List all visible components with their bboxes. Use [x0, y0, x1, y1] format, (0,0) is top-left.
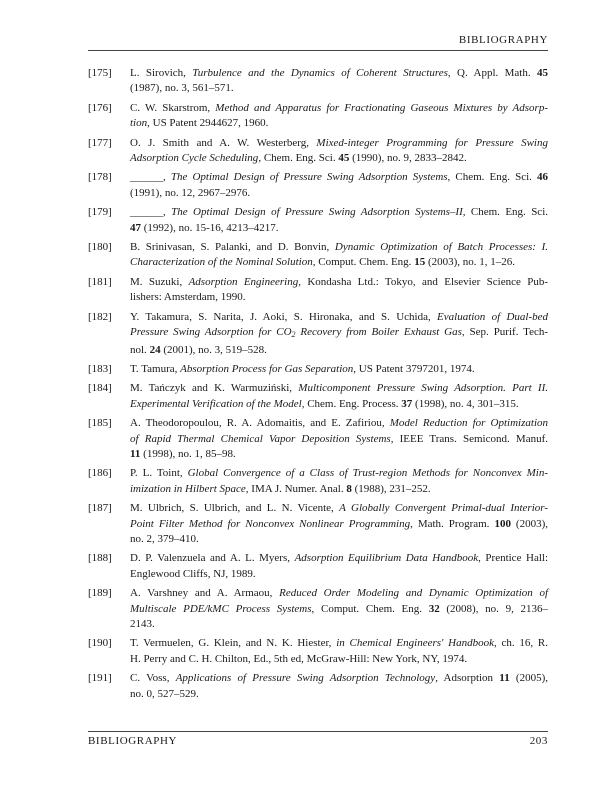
entry-number: [184]	[88, 382, 112, 395]
entry-title-text: Applications of Pressure Swing Adsorption Technology	[175, 672, 436, 685]
entry-line	[130, 151, 548, 166]
entry-title-text: Experimental Verification of the Model	[130, 397, 302, 410]
entry-text: O. J. Smith and A. W. Westerberg,	[130, 136, 317, 149]
entry-text: , ch. 16, R.	[493, 637, 548, 650]
entry-text: M. Suzuki,	[130, 275, 189, 288]
entry-text: C. W. Skarstrom,	[130, 101, 216, 114]
entry-text: , Adsorption	[435, 672, 500, 685]
entry-text: ______,	[130, 206, 172, 219]
entry-text: A. Varshney and A. Armaou,	[130, 587, 280, 600]
entry-text: , Kondasha Ltd.: Tokyo, and Elsevier Science Pub-	[298, 275, 548, 288]
entry-text: ______,	[130, 171, 171, 184]
entry-line	[130, 66, 548, 81]
entry-text: L. Sirovich,	[130, 67, 193, 79]
entry-line	[130, 447, 548, 462]
entry-number: [189]	[88, 587, 112, 600]
entry-text: no. 0, 527–529.	[130, 687, 199, 700]
entry-text: Y. Takamura, S. Narita, J. Aoki, S. Hironaka, and S. Uchida,	[130, 310, 438, 323]
entry-text: (2008), no. 9, 2136–	[439, 602, 549, 615]
entry-text: , Chem. Eng. Sci.	[462, 206, 548, 219]
entry-number: [191]	[88, 672, 112, 685]
entry-line	[130, 240, 548, 255]
entry-text: , IEEE Trans. Semicond. Manuf.	[390, 432, 548, 445]
bibliography-entry	[88, 101, 548, 132]
entry-text: (1992), no. 15-16, 4213–4217.	[141, 221, 279, 234]
entry-number: [187]	[88, 502, 112, 515]
entry-line	[130, 652, 548, 667]
page-footer	[88, 735, 548, 747]
entry-text: M. Tańczyk and K. Warmuziński,	[130, 382, 299, 395]
volume-number: 11	[130, 447, 141, 460]
entry-number: [182]	[88, 310, 112, 323]
bibliography-entry	[88, 381, 548, 412]
entry-title-text: Absorption Process for Gas Separation	[180, 362, 354, 375]
entry-text: (1988), 231–252.	[351, 482, 431, 495]
entry-text: C. Voss,	[130, 672, 176, 685]
footer-rule	[88, 731, 548, 732]
entry-title-text: Adsorption Engineering	[188, 275, 299, 288]
entry-text: D. P. Valenzuela and A. L. Myers,	[130, 552, 295, 565]
volume-number: 15	[414, 256, 426, 269]
entry-line	[130, 567, 548, 582]
entry-title-text: Adsorption Equilibrium Data Handbook	[294, 552, 479, 565]
entry-title-text: The Optimal Design of Pressure Swing Adsorption Systems	[170, 171, 448, 184]
entry-line	[130, 325, 548, 342]
entry-title-text: Adsorption Cycle Scheduling	[130, 152, 259, 165]
entry-line	[130, 532, 548, 547]
entry-line	[130, 617, 548, 632]
entry-text: 2143.	[130, 618, 155, 630]
entry-text: Englewood Cliffs, NJ, 1989.	[130, 567, 256, 580]
volume-number: 24	[149, 343, 161, 356]
entry-line	[130, 170, 548, 185]
entry-text: , Chem. Eng. Process.	[301, 397, 402, 410]
entry-title-text: Recovery from Boiler Exhaust Gas	[295, 326, 462, 339]
entry-text: , Comput. Chem. Eng.	[311, 602, 429, 615]
entry-text: (2003), no. 1, 1–26.	[425, 256, 516, 269]
bibliography-entry	[88, 310, 548, 358]
entry-title-text: of Rapid Thermal Chemical Vapor Deposition Systems	[130, 432, 391, 445]
entry-title-text: Evaluation of Dual-bed	[437, 310, 549, 323]
entry-number: [181]	[88, 275, 112, 288]
header-rule	[88, 50, 548, 51]
bibliography-list	[88, 66, 548, 706]
entry-title-text: imization in Hilbert Space	[130, 482, 246, 495]
entry-number: [190]	[88, 637, 112, 650]
entry-text: (1987), no. 3, 561–571.	[130, 82, 234, 95]
entry-title-text: Dynamic Optimization of Batch Processes: I.	[334, 241, 549, 254]
entry-line	[130, 586, 548, 601]
bibliography-entry	[88, 671, 548, 702]
entry-title-text: Multicomponent Pressure Swing Adsorption. Part II.	[298, 382, 549, 395]
entry-line	[130, 636, 548, 651]
entry-line	[130, 671, 548, 686]
bibliography-entry	[88, 551, 548, 582]
bibliography-entry	[88, 586, 548, 632]
entry-text: (1991), no. 12, 2967–2976.	[130, 186, 251, 199]
entry-text: T. Tamura,	[130, 362, 181, 375]
entry-title-text: Model Reduction for Optimization	[389, 417, 549, 430]
entry-text: , Prentice Hall:	[478, 552, 548, 565]
entry-text: M. Ulbrich, S. Ulbrich, and L. N. Vicente,	[130, 502, 340, 515]
entry-line	[130, 186, 548, 201]
entry-title-text: Multiscale PDE/kMC Process Systems	[130, 602, 312, 615]
entry-text: , Comput. Chem. Eng.	[312, 256, 415, 269]
volume-number: 37	[401, 397, 413, 410]
bibliography-entry	[88, 136, 548, 167]
bibliography-entry	[88, 501, 548, 547]
volume-number: 11	[499, 672, 510, 685]
entry-text: P. L. Toint,	[130, 467, 188, 480]
entry-line	[130, 101, 548, 116]
running-header: BIBLIOGRAPHY	[458, 34, 548, 46]
entry-line	[130, 687, 548, 702]
bibliography-entry	[88, 416, 548, 462]
bibliography-entry	[88, 205, 548, 236]
entry-title-text: The Optimal Design of Pressure Swing Adsorption Systems–II	[171, 206, 463, 219]
entry-line	[130, 343, 548, 358]
volume-number: 47	[130, 221, 141, 234]
entry-text: , US Patent 3797201, 1974.	[353, 362, 475, 375]
entry-number: [183]	[88, 362, 112, 375]
entry-line	[130, 221, 548, 236]
volume-number: 45	[536, 67, 548, 79]
bibliography-entry	[88, 275, 548, 306]
entry-title-text: Reduced Order Modeling and Dynamic Optimization of	[279, 587, 549, 600]
entry-number: [188]	[88, 552, 112, 565]
entry-number: [186]	[88, 467, 112, 480]
entry-line	[130, 136, 548, 151]
entry-title-text: in Chemical Engineers' Handbook	[336, 637, 494, 650]
entry-line	[130, 255, 548, 270]
bibliography-entry	[88, 636, 548, 667]
entry-line	[130, 466, 548, 481]
entry-line	[130, 501, 548, 516]
entry-title-text: Method and Apparatus for Fractionating Gaseous Mixtures by Adsorp-	[215, 101, 548, 114]
entry-line	[130, 362, 548, 377]
entry-line	[130, 397, 548, 412]
entry-line	[130, 517, 548, 532]
entry-text: A. Theodoropoulou, R. A. Adomaitis, and E. Zafiriou,	[130, 417, 390, 430]
entry-text: (2003),	[510, 517, 549, 530]
volume-number: 46	[537, 171, 548, 184]
entry-line	[130, 275, 548, 290]
entry-title-text: Mixed-integer Programming for Pressure Swing	[316, 136, 548, 149]
entry-line	[130, 602, 548, 617]
entry-text: T. Vermuelen, G. Klein, and N. K. Hiester,	[130, 637, 337, 650]
bibliography-entry	[88, 170, 548, 201]
entry-text: (1998), no. 1, 85–98.	[140, 447, 236, 460]
entry-title-text: tion	[130, 117, 148, 130]
entry-text: H. Perry and C. H. Chilton, Ed., 5th ed, McGraw-Hill: New York, NY, 1974.	[130, 652, 468, 665]
bibliography-entry	[88, 466, 548, 497]
page-number: 203	[529, 735, 548, 747]
bibliography-entry	[88, 66, 548, 97]
entry-text: , Q. Appl. Math.	[447, 67, 537, 79]
volume-number: 32	[428, 602, 440, 615]
entry-line	[130, 381, 548, 396]
entry-text: , IMA J. Numer. Anal.	[245, 482, 347, 495]
entry-line	[130, 551, 548, 566]
entry-number: [185]	[88, 417, 112, 430]
entry-number: [179]	[88, 206, 112, 219]
entry-title-text: Turbulence and the Dynamics of Coherent Structures	[192, 67, 448, 79]
entry-number: [178]	[88, 171, 112, 184]
entry-line	[130, 81, 548, 96]
entry-line	[130, 116, 548, 131]
entry-line	[130, 482, 548, 497]
volume-number: 45	[338, 152, 350, 165]
entry-text: (1998), no. 4, 301–315.	[412, 397, 519, 410]
entry-text: lishers: Amsterdam, 1990.	[130, 291, 246, 304]
entry-title-text: Global Convergence of a Class of Trust-region Methods for Nonconvex Min-	[187, 467, 548, 480]
volume-number: 8	[346, 482, 352, 495]
entry-line	[130, 290, 548, 305]
entry-text: (2001), no. 3, 519–528.	[160, 343, 267, 356]
bibliography-entry	[88, 362, 548, 377]
entry-line	[130, 205, 548, 220]
entry-line	[130, 310, 548, 325]
entry-text: (2005),	[509, 672, 549, 685]
entry-text: , Math. Program.	[410, 517, 495, 530]
entry-number: [176]	[88, 101, 112, 114]
bibliography-entry	[88, 240, 548, 271]
entry-text: nol.	[130, 343, 150, 356]
entry-number: [175]	[88, 67, 112, 79]
subscript: 2	[291, 330, 296, 340]
entry-text: , US Patent 2944627, 1960.	[147, 117, 269, 130]
entry-number: [177]	[88, 136, 112, 149]
volume-number: 100	[494, 517, 511, 530]
entry-title-text: Point Filter Method for Nonconvex Nonlinear Programming	[130, 517, 411, 530]
entry-number: [180]	[88, 241, 112, 254]
entry-text: , Chem. Eng. Sci.	[258, 152, 339, 165]
entry-text: , Sep. Purif. Tech-	[461, 326, 549, 339]
entry-title-text: A Globally Convergent Primal-dual Interior-	[339, 502, 548, 515]
footer-section-title: BIBLIOGRAPHY	[88, 735, 178, 747]
entry-title-text: Characterization of the Nominal Solution	[130, 256, 313, 269]
entry-title-text: Pressure Swing Adsorption for CO	[130, 326, 292, 339]
entry-text: (1990), no. 9, 2833–2842.	[349, 152, 467, 165]
entry-text: , Chem. Eng. Sci.	[447, 171, 537, 184]
entry-text: B. Srinivasan, S. Palanki, and D. Bonvin,	[130, 241, 335, 254]
entry-line	[130, 432, 548, 447]
entry-line	[130, 416, 548, 431]
entry-text: no. 2, 379–410.	[130, 532, 199, 545]
